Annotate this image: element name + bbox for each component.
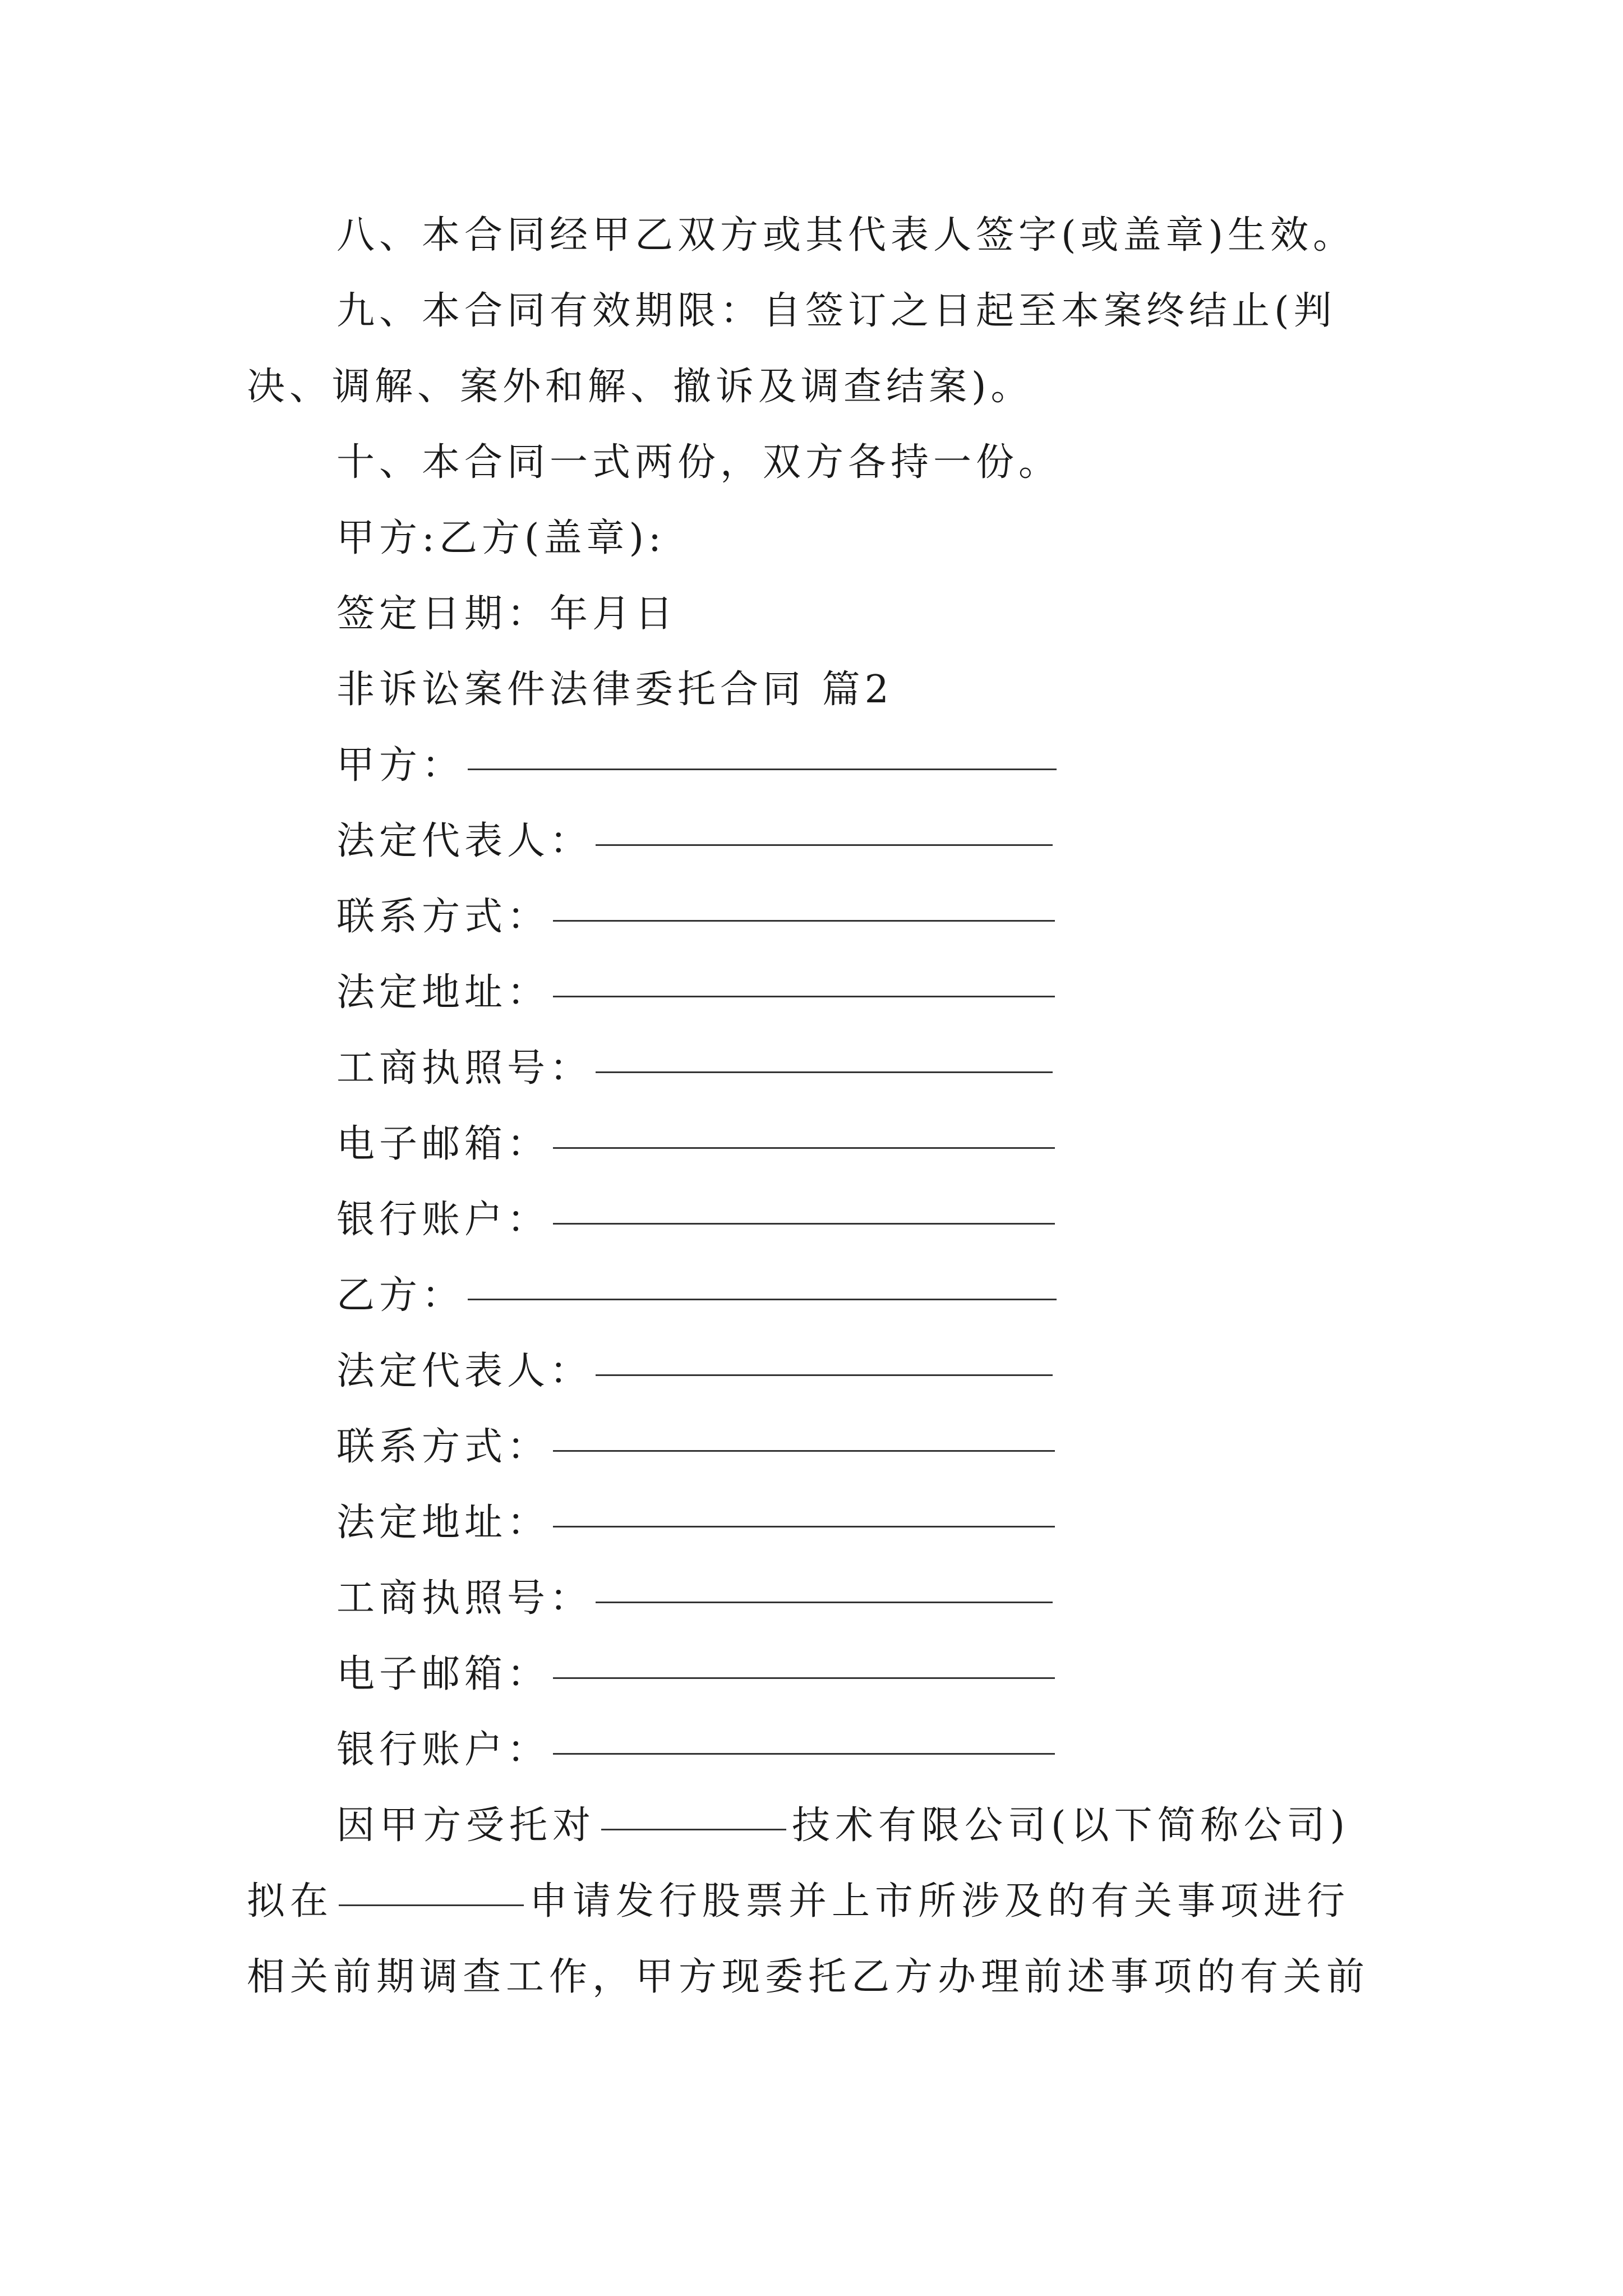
party-b-field-row <box>336 1495 1055 1551</box>
signature-line: 甲方:乙方(盖章): <box>336 516 666 560</box>
clause-9-line-2: 决、调解、案外和解、撤诉及调查结案)。 <box>247 365 1034 409</box>
party-b-field-row <box>336 1571 1053 1627</box>
party-a-field-row <box>336 1041 1053 1097</box>
party-b-field-label: 联系方式： <box>336 1425 550 1469</box>
party-a-field-row <box>336 889 1055 945</box>
party-a-field-blank[interactable] <box>553 996 1055 997</box>
party-b-field-label: 电子邮箱： <box>336 1652 550 1696</box>
party-a-label: 甲方： <box>336 743 465 788</box>
sign-date-line: 签定日期：年月日 <box>336 592 678 636</box>
party-a-field-row <box>336 1192 1055 1248</box>
party-b-label: 乙方： <box>336 1273 465 1318</box>
party-a-row <box>336 738 1057 794</box>
party-b-field-row <box>336 1343 1053 1400</box>
party-a-field-blank[interactable] <box>553 1147 1055 1149</box>
party-b-row <box>336 1268 1057 1324</box>
party-b-field-blank[interactable] <box>553 1526 1055 1527</box>
section-title: 非诉讼案件法律委托合同 篇2 <box>336 668 893 712</box>
body-text: 因甲方受托对 <box>336 1803 596 1848</box>
party-b-field-blank[interactable] <box>553 1677 1055 1679</box>
body-paragraph-line-2 <box>247 1874 1350 1930</box>
party-b-field-label: 法定代表人： <box>336 1349 593 1393</box>
party-b-field-label: 银行账户： <box>336 1728 550 1772</box>
party-b-field-label: 工商执照号： <box>336 1576 593 1621</box>
clause-8: 八、本合同经甲乙双方或其代表人签字(或盖章)生效。 <box>336 213 1356 257</box>
party-b-field-row <box>336 1419 1055 1475</box>
party-a-field-blank[interactable] <box>596 844 1053 846</box>
party-a-field-row <box>336 965 1055 1021</box>
party-a-field-blank[interactable] <box>553 1223 1055 1225</box>
party-a-field-row <box>336 1116 1055 1172</box>
clause-9-line-1: 九、本合同有效期限：自签订之日起至本案终结止(判 <box>336 289 1336 333</box>
body-paragraph-line-3: 相关前期调查工作，甲方现委托乙方办理前述事项的有关前 <box>247 1955 1370 1999</box>
party-a-field-label: 电子邮箱： <box>336 1122 550 1166</box>
clause-10: 十、本合同一式两份，双方各持一份。 <box>336 440 1062 485</box>
company-name-blank[interactable] <box>601 1829 786 1830</box>
body-text: 拟在 <box>247 1879 334 1924</box>
party-a-field-label: 银行账户： <box>336 1198 550 1242</box>
party-b-field-blank[interactable] <box>596 1374 1053 1376</box>
body-text: 申请发行股票并上市所涉及的有关事项进行 <box>529 1879 1350 1924</box>
party-a-field-label: 法定代表人： <box>336 819 593 863</box>
party-a-field-label: 法定地址： <box>336 970 550 1015</box>
party-b-field-blank[interactable] <box>553 1753 1055 1755</box>
party-b-field-blank[interactable] <box>553 1450 1055 1452</box>
party-a-blank[interactable] <box>468 769 1057 770</box>
party-a-field-blank[interactable] <box>596 1071 1053 1073</box>
party-a-field-label: 工商执照号： <box>336 1046 593 1091</box>
body-text: 技术有限公司(以下简称公司) <box>792 1803 1350 1848</box>
party-a-field-row <box>336 813 1053 869</box>
party-b-blank[interactable] <box>468 1299 1057 1300</box>
body-paragraph-line-1 <box>336 1798 1350 1854</box>
party-b-field-label: 法定地址： <box>336 1501 550 1545</box>
party-a-field-label: 联系方式： <box>336 895 550 939</box>
party-b-field-row <box>336 1646 1055 1703</box>
location-blank[interactable] <box>339 1904 524 1906</box>
party-a-field-blank[interactable] <box>553 920 1055 922</box>
party-b-field-row <box>336 1722 1055 1778</box>
party-b-field-blank[interactable] <box>596 1602 1053 1603</box>
